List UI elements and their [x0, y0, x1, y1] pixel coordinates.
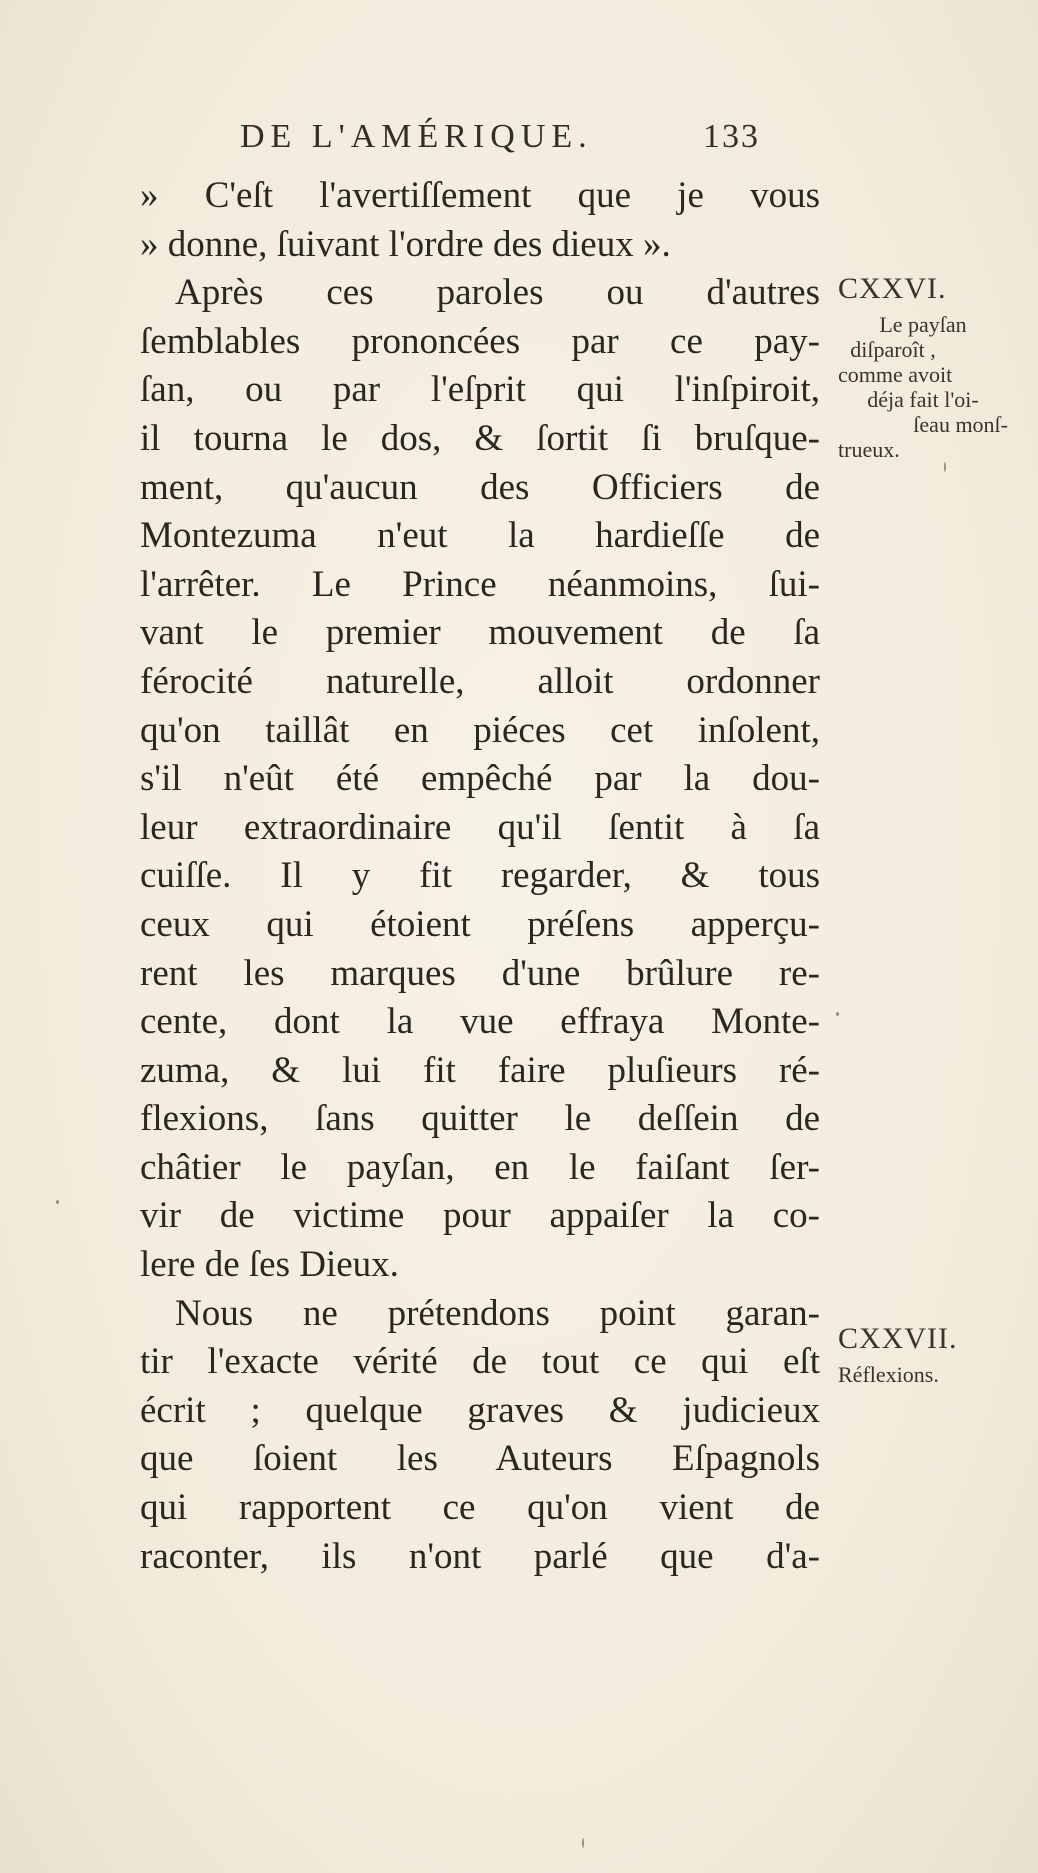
paper-speck — [836, 1012, 839, 1016]
text-line: » donne, ſuivant l'ordre des dieux ». — [140, 223, 671, 265]
margin-note-line: Le payſan — [879, 312, 967, 337]
margin-note-number: CXXVII. — [838, 1322, 958, 1355]
margin-note-number: CXXVI. — [838, 272, 947, 305]
text-line: flexions, ſans quitter le deſſein de — [140, 1098, 820, 1140]
text-line: » C'eſt l'avertiſſement que je vous — [140, 175, 820, 216]
text-line: raconter, ils n'ont parlé que d'a- — [140, 1535, 820, 1577]
margin-note-cxxvi — [838, 272, 1018, 462]
text-line: vir de victime pour appaiſer la co- — [140, 1195, 820, 1237]
paper-speck — [582, 1838, 584, 1848]
running-head — [210, 118, 770, 162]
text-line: leur extraordinaire qu'il ſentit à ſa — [140, 806, 820, 848]
text-line: vant le premier mouvement de ſa — [140, 612, 820, 654]
text-line: lere de ſes Dieux. — [140, 1244, 399, 1286]
text-line: férocité naturelle, alloit ordonner — [140, 660, 820, 702]
text-line: Après ces paroles ou d'autres — [175, 272, 820, 314]
paper-speck — [944, 462, 946, 472]
text-line: Nous ne prétendons point garan- — [175, 1292, 820, 1334]
text-line: ſemblables prononcées par ce pay- — [140, 320, 820, 362]
text-line: ceux qui étoient préſens apperçu- — [140, 903, 820, 945]
text-line: cente, dont la vue effraya Monte- — [140, 1001, 820, 1043]
running-title: DE L'AMÉRIQUE. — [240, 118, 593, 155]
text-line: ſan, ou par l'eſprit qui l'inſpiroit, — [140, 369, 820, 411]
margin-note-line: déja fait l'oi- — [867, 387, 979, 412]
text-line: ment, qu'aucun des Officiers de — [140, 466, 820, 508]
margin-note-line: ſeau monſ- — [913, 412, 1008, 437]
text-line: que ſoient les Auteurs Eſpagnols — [140, 1438, 820, 1480]
margin-note-line: diſparoît , — [850, 337, 936, 362]
text-line: zuma, & lui fit faire pluſieurs ré- — [140, 1049, 820, 1091]
margin-note-cxxvii — [838, 1322, 1018, 1387]
text-line: châtier le payſan, en le faiſant ſer- — [140, 1146, 820, 1188]
text-line: s'il n'eût été empêché par la dou- — [140, 758, 820, 800]
body-text — [140, 172, 820, 1581]
paper-speck — [56, 1200, 59, 1204]
text-line: cuiſſe. Il y fit regarder, & tous — [140, 855, 820, 897]
text-line: rent les marques d'une brûlure re- — [140, 952, 820, 994]
text-line: qui rapportent ce qu'on vient de — [140, 1487, 820, 1529]
margin-note-line: comme avoit — [838, 362, 953, 387]
text-line: tir l'exacte vérité de tout ce qui eſt — [140, 1341, 820, 1383]
margin-note-line: Réflexions. — [838, 1362, 939, 1387]
text-line: qu'on taillât en piéces cet inſolent, — [140, 709, 820, 751]
text-line: Montezuma n'eut la hardieſſe de — [140, 515, 820, 557]
text-line: l'arrêter. Le Prince néanmoins, ſui- — [140, 563, 820, 605]
margin-note-line: trueux. — [838, 437, 900, 462]
text-line: écrit ; quelque graves & judicieux — [140, 1389, 820, 1431]
text-line: il tourna le dos, & ſortit ſi bruſque- — [140, 417, 820, 459]
page-number: 133 — [703, 118, 760, 155]
